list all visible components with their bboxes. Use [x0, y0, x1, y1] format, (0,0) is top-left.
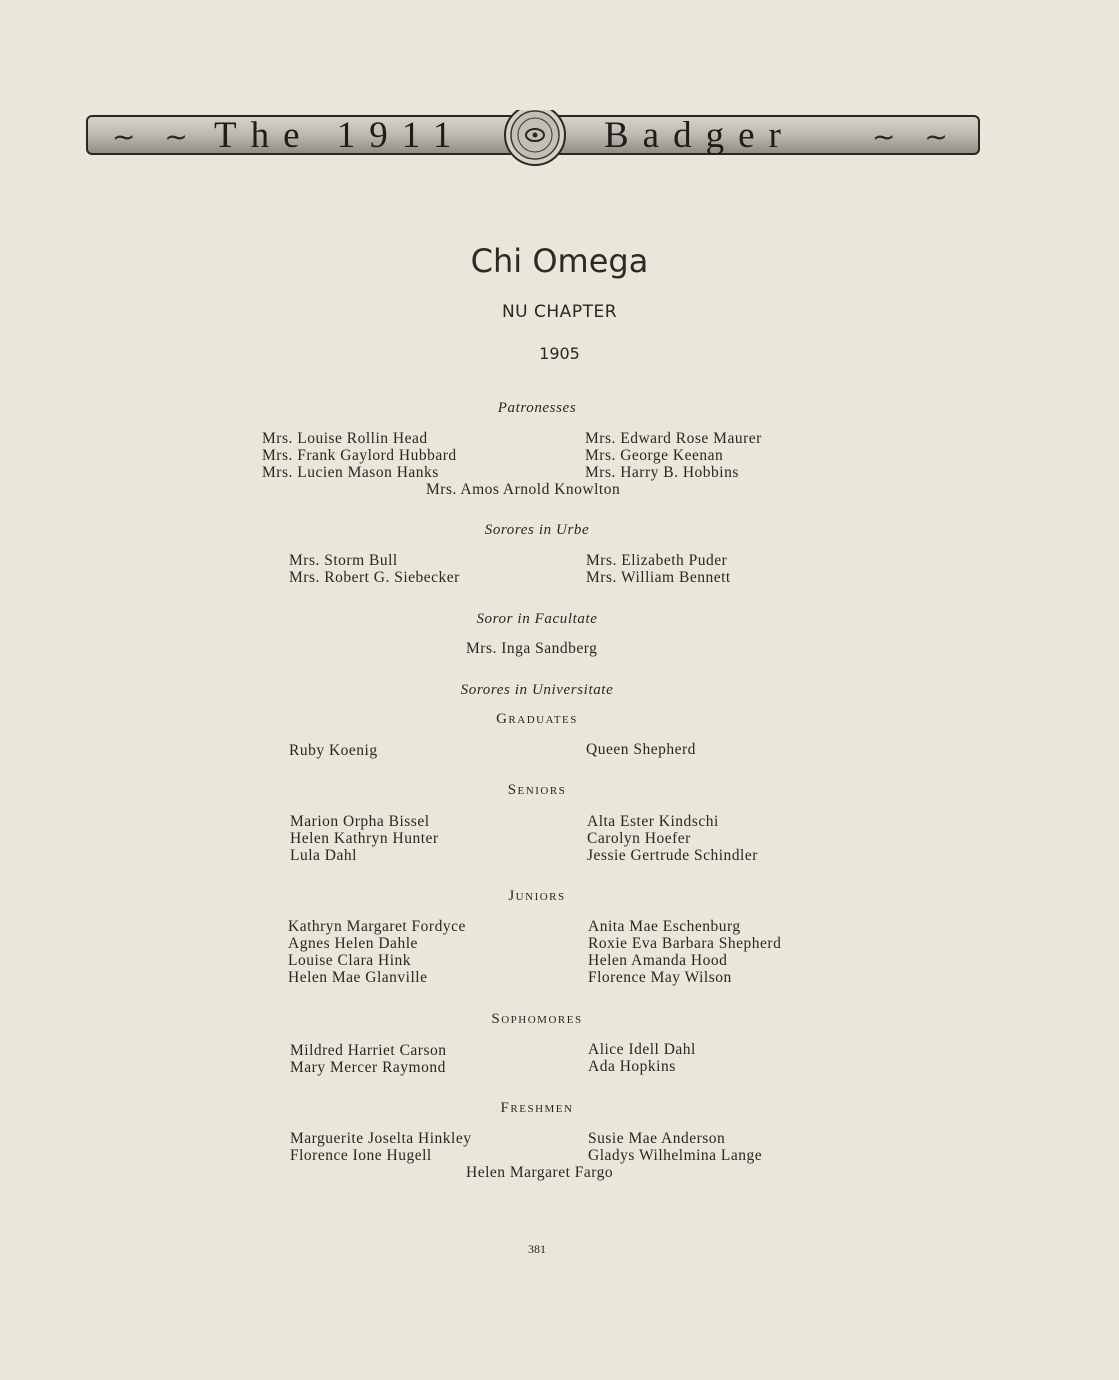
member-name: Agnes Helen Dahle	[288, 935, 418, 952]
patroness-name: Mrs. Frank Gaylord Hubbard	[262, 447, 457, 464]
patroness-name: Mrs. Edward Rose Maurer	[585, 430, 762, 447]
member-name: Alta Ester Kindschi	[587, 813, 719, 830]
soror-in-facultate-heading: Soror in Facultate	[476, 611, 598, 627]
seniors-heading: Seniors	[507, 782, 567, 798]
member-name: Helen Margaret Fargo	[466, 1164, 614, 1181]
patronesses-heading: Patronesses	[497, 400, 577, 416]
juniors-heading: Juniors	[508, 888, 566, 904]
member-name: Mrs. Elizabeth Puder	[586, 552, 728, 569]
member-name: Marguerite Joselta Hinkley	[290, 1130, 472, 1147]
member-name: Anita Mae Eschenburg	[588, 918, 741, 935]
member-name: Gladys Wilhelmina Lange	[588, 1147, 763, 1164]
member-name: Alice Idell Dahl	[588, 1041, 696, 1058]
member-name: Kathryn Margaret Fordyce	[288, 918, 466, 935]
page-title: Chi Omega	[470, 242, 649, 280]
member-name: Carolyn Hoefer	[587, 830, 691, 847]
member-name: Ruby Koenig	[289, 742, 378, 759]
chapter-name: NU CHAPTER	[501, 302, 618, 322]
page-number: 381	[528, 1242, 546, 1256]
member-name: Queen Shepherd	[586, 741, 696, 758]
patroness-name: Mrs. Louise Rollin Head	[262, 430, 428, 447]
banner-title-left: The 1911	[214, 115, 466, 156]
banner-title-right: Badger	[604, 115, 795, 156]
sophomores-heading: Sophomores	[491, 1011, 583, 1027]
member-name: Marion Orpha Bissel	[290, 813, 430, 830]
member-name: Mrs. Inga Sandberg	[466, 640, 598, 657]
member-name: Susie Mae Anderson	[588, 1130, 726, 1147]
patroness-name: Mrs. Amos Arnold Knowlton	[426, 481, 621, 498]
member-name: Lula Dahl	[290, 847, 357, 864]
member-name: Florence May Wilson	[588, 969, 732, 986]
member-name: Mrs. Robert G. Siebecker	[289, 569, 460, 586]
member-name: Mrs. Storm Bull	[289, 552, 398, 569]
founding-year: 1905	[539, 344, 580, 363]
member-name: Helen Amanda Hood	[588, 952, 728, 969]
patroness-name: Mrs. Lucien Mason Hanks	[262, 464, 439, 481]
member-name: Florence Ione Hugell	[290, 1147, 432, 1164]
sorores-in-urbe-heading: Sorores in Urbe	[484, 522, 590, 538]
sorores-in-universitate-heading: Sorores in Universitate	[460, 682, 614, 698]
ornament-left-icon: ~ ~	[112, 120, 198, 153]
freshmen-heading: Freshmen	[500, 1100, 574, 1116]
header-banner	[86, 110, 980, 156]
member-name: Mrs. William Bennett	[586, 569, 731, 586]
patroness-name: Mrs. Harry B. Hobbins	[585, 464, 739, 481]
patroness-name: Mrs. George Keenan	[585, 447, 724, 464]
member-name: Mary Mercer Raymond	[290, 1059, 446, 1076]
member-name: Helen Kathryn Hunter	[290, 830, 439, 847]
graduates-heading: Graduates	[496, 711, 578, 727]
member-name: Helen Mae Glanville	[288, 969, 428, 986]
member-name: Jessie Gertrude Schindler	[587, 847, 758, 864]
ornament-right-icon: ~ ~	[872, 120, 958, 153]
member-name: Roxie Eva Barbara Shepherd	[588, 935, 782, 952]
member-name: Louise Clara Hink	[288, 952, 412, 969]
member-name: Ada Hopkins	[588, 1058, 676, 1075]
seal-icon	[505, 110, 565, 165]
member-name: Mildred Harriet Carson	[290, 1042, 447, 1059]
